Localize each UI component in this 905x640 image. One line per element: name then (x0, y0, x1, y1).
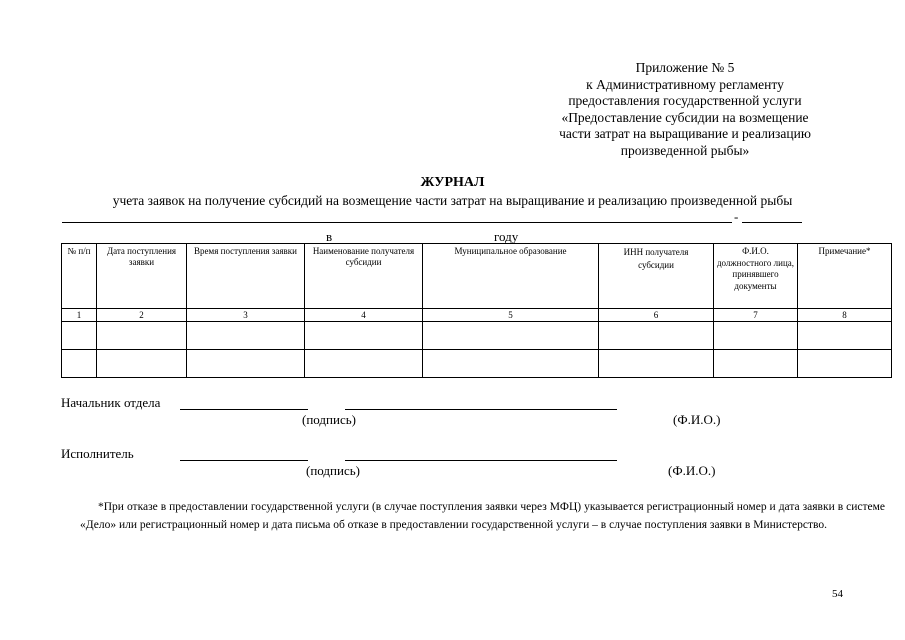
footnote-text: *При отказе в предоставлении государственной услуги (в случае поступления заявки через МФЦ) указывается регистрационный номер и дата заявки в системе «Дело» или регистрационный номер и дата письма об отказе в предоставлении государственной услуги – в случае поступления заявки в Министерство. (80, 501, 885, 531)
appendix-line: части затрат на выращивание и реализацию (559, 126, 811, 141)
appendix-header (535, 60, 835, 159)
table-cell[interactable] (97, 322, 187, 350)
journal-subtitle: учета заявок на получение субсидий на возмещение части затрат на выращивание и реализацию произведенной рыбы (112, 193, 793, 208)
column-number: 8 (798, 309, 892, 322)
table-cell[interactable] (62, 350, 97, 378)
appendix-line: произведенной рыбы» (620, 142, 750, 158)
executor-fio-caption: (Ф.И.О.) (668, 463, 716, 478)
column-number: 4 (305, 309, 423, 322)
executor-label: Исполнитель (61, 446, 134, 461)
column-header: Дата поступления заявки (97, 244, 187, 309)
appendix-line: «Предоставление субсидии на возмещение (561, 109, 809, 125)
column-number: 1 (62, 309, 97, 322)
appendix-line: Приложение № 5 (635, 60, 735, 75)
table-cell[interactable] (423, 350, 599, 378)
organization-blank-line (62, 222, 732, 223)
table-cell[interactable] (305, 350, 423, 378)
column-header: Ф.И.О. должностного лица, принявшего документы (714, 244, 798, 309)
journal-year-word: году (494, 229, 519, 244)
head-fio-caption: (Ф.И.О.) (673, 412, 721, 427)
column-number: 6 (599, 309, 714, 322)
column-header: Время поступления заявки (187, 244, 305, 309)
table-row (62, 322, 892, 350)
appendix-line: предоставления государственной услуги (568, 93, 802, 108)
column-number: 5 (423, 309, 599, 322)
table-cell[interactable] (599, 350, 714, 378)
table-cell[interactable] (305, 322, 423, 350)
executor-fio-line[interactable] (345, 460, 617, 461)
table-cell[interactable] (714, 350, 798, 378)
column-number: 3 (187, 309, 305, 322)
table-row (62, 350, 892, 378)
table-cell[interactable] (714, 322, 798, 350)
table-header-row (62, 244, 892, 309)
table-cell[interactable] (798, 322, 892, 350)
head-fio-line[interactable] (345, 409, 617, 410)
table-number-row (62, 309, 892, 322)
table-cell[interactable] (798, 350, 892, 378)
journal-title: ЖУРНАЛ (420, 175, 485, 190)
column-header: Муниципальное образование (423, 244, 599, 309)
column-number: 2 (97, 309, 187, 322)
column-header: № п/п (62, 244, 97, 309)
table-cell[interactable] (62, 322, 97, 350)
head-of-department-label: Начальник отдела (61, 395, 161, 410)
column-header: Примечание* (798, 244, 892, 309)
column-header: Наименование получателя субсидии (305, 244, 423, 309)
organization-blank-line-end (742, 222, 802, 223)
journal-table (61, 243, 892, 378)
table-cell[interactable] (187, 350, 305, 378)
table-cell[interactable] (187, 322, 305, 350)
journal-in-word: в (326, 229, 333, 244)
head-signature-line[interactable] (180, 409, 308, 410)
column-number: 7 (714, 309, 798, 322)
appendix-line: к Административному регламенту (586, 76, 784, 92)
table-cell[interactable] (423, 322, 599, 350)
footnote (80, 498, 885, 534)
column-header: ИНН получателя субсидии (599, 244, 714, 309)
journal-dash: - (734, 209, 739, 224)
executor-signature-line[interactable] (180, 460, 308, 461)
page-number: 54 (832, 588, 843, 600)
head-signature-caption: (подпись) (302, 412, 356, 427)
table-cell[interactable] (599, 322, 714, 350)
table-cell[interactable] (97, 350, 187, 378)
executor-signature-caption: (подпись) (306, 463, 360, 478)
